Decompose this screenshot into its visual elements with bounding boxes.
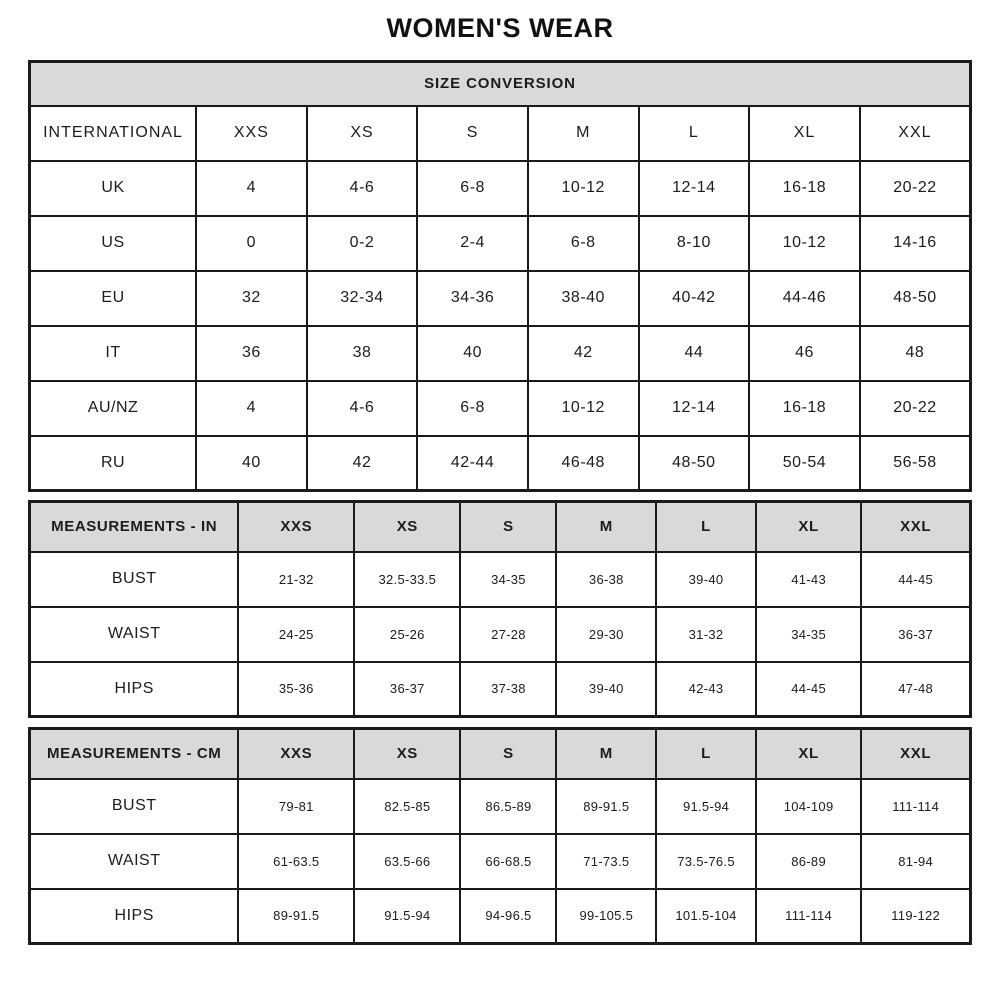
size-conversion-table — [28, 60, 972, 492]
table-cell: 27-28 — [460, 607, 556, 662]
table-cell: 0-2 — [307, 216, 418, 271]
table-cell: 46-48 — [528, 436, 639, 491]
size-column-header: M — [556, 502, 656, 552]
table-row — [30, 834, 971, 889]
size-column-header: L — [639, 106, 750, 161]
table-cell: 37-38 — [460, 662, 556, 717]
table-cell: 40 — [417, 326, 528, 381]
table-cell: 50-54 — [749, 436, 860, 491]
table-title: SIZE CONVERSION — [30, 62, 971, 106]
table-row — [30, 779, 971, 834]
table-cell: 47-48 — [861, 662, 970, 717]
table-cell: 36-37 — [354, 662, 460, 717]
table-cell: 24-25 — [238, 607, 354, 662]
table-cell: 104-109 — [756, 779, 861, 834]
column-header-row — [30, 502, 971, 552]
table-cell: 42-44 — [417, 436, 528, 491]
table-cell: 71-73.5 — [556, 834, 656, 889]
size-column-header: XXL — [861, 729, 970, 779]
table-cell: 63.5-66 — [354, 834, 460, 889]
table-cell: 36 — [196, 326, 307, 381]
row-label: RU — [30, 436, 197, 491]
size-column-header: M — [528, 106, 639, 161]
table-row — [30, 436, 971, 491]
row-label: IT — [30, 326, 197, 381]
table-row — [30, 552, 971, 607]
table-cell: 34-36 — [417, 271, 528, 326]
table-cell: 14-16 — [860, 216, 971, 271]
table-cell: 99-105.5 — [556, 889, 656, 944]
size-column-header: XS — [354, 729, 460, 779]
measurements-in-body — [30, 552, 971, 717]
table-cell: 4 — [196, 381, 307, 436]
table-cell: 56-58 — [860, 436, 971, 491]
table-cell: 48 — [860, 326, 971, 381]
size-column-header: S — [460, 502, 556, 552]
table-cell: 32.5-33.5 — [354, 552, 460, 607]
row-label: BUST — [30, 779, 239, 834]
row-label: UK — [30, 161, 197, 216]
table-cell: 36-38 — [556, 552, 656, 607]
table-cell: 16-18 — [749, 381, 860, 436]
table-cell: 25-26 — [354, 607, 460, 662]
size-column-header: S — [417, 106, 528, 161]
corner-header-label: INTERNATIONAL — [30, 106, 197, 161]
table-cell: 119-122 — [861, 889, 970, 944]
table-cell: 39-40 — [656, 552, 756, 607]
table-row — [30, 607, 971, 662]
table-row — [30, 161, 971, 216]
table-cell: 86-89 — [756, 834, 861, 889]
table-cell: 20-22 — [860, 161, 971, 216]
table-cell: 91.5-94 — [656, 779, 756, 834]
table-cell: 32-34 — [307, 271, 418, 326]
row-label: WAIST — [30, 607, 239, 662]
size-column-header: XXL — [861, 502, 970, 552]
size-conversion-body — [30, 161, 971, 491]
table-cell: 40 — [196, 436, 307, 491]
row-label: AU/NZ — [30, 381, 197, 436]
table-cell: 6-8 — [417, 381, 528, 436]
table-cell: 4-6 — [307, 381, 418, 436]
size-column-header: L — [656, 729, 756, 779]
row-label: HIPS — [30, 889, 239, 944]
table-cell: 86.5-89 — [460, 779, 556, 834]
table-cell: 38-40 — [528, 271, 639, 326]
size-column-header: XL — [749, 106, 860, 161]
table-cell: 16-18 — [749, 161, 860, 216]
table-cell: 41-43 — [756, 552, 861, 607]
table-cell: 42 — [528, 326, 639, 381]
measurements-cm-table — [28, 727, 972, 945]
row-label: BUST — [30, 552, 239, 607]
column-header-row — [30, 729, 971, 779]
table-cell: 82.5-85 — [354, 779, 460, 834]
size-column-header: M — [556, 729, 656, 779]
table-cell: 94-96.5 — [460, 889, 556, 944]
table-cell: 34-35 — [756, 607, 861, 662]
size-column-header: XXS — [238, 502, 354, 552]
table-cell: 66-68.5 — [460, 834, 556, 889]
table-cell: 89-91.5 — [556, 779, 656, 834]
table-cell: 79-81 — [238, 779, 354, 834]
table-cell: 21-32 — [238, 552, 354, 607]
table-cell: 61-63.5 — [238, 834, 354, 889]
table-cell: 6-8 — [417, 161, 528, 216]
table-cell: 81-94 — [861, 834, 970, 889]
table-cell: 38 — [307, 326, 418, 381]
table-cell: 10-12 — [528, 381, 639, 436]
table-cell: 111-114 — [861, 779, 970, 834]
table-cell: 91.5-94 — [354, 889, 460, 944]
size-column-header: XXS — [196, 106, 307, 161]
table-cell: 73.5-76.5 — [656, 834, 756, 889]
table-cell: 4 — [196, 161, 307, 216]
table-cell: 20-22 — [860, 381, 971, 436]
table-cell: 44-46 — [749, 271, 860, 326]
measurements-cm-body — [30, 779, 971, 944]
row-label: WAIST — [30, 834, 239, 889]
row-label: US — [30, 216, 197, 271]
corner-header-label: MEASUREMENTS - CM — [30, 729, 239, 779]
table-cell: 42-43 — [656, 662, 756, 717]
table-row — [30, 271, 971, 326]
table-row — [30, 216, 971, 271]
column-header-row — [30, 106, 971, 161]
table-cell: 35-36 — [238, 662, 354, 717]
table-cell: 46 — [749, 326, 860, 381]
table-cell: 6-8 — [528, 216, 639, 271]
table-row — [30, 889, 971, 944]
table-cell: 10-12 — [528, 161, 639, 216]
table-cell: 34-35 — [460, 552, 556, 607]
table-cell: 111-114 — [756, 889, 861, 944]
table-cell: 2-4 — [417, 216, 528, 271]
size-column-header: XL — [756, 729, 861, 779]
table-cell: 4-6 — [307, 161, 418, 216]
table-cell: 36-37 — [861, 607, 970, 662]
table-cell: 29-30 — [556, 607, 656, 662]
table-cell: 31-32 — [656, 607, 756, 662]
table-row — [30, 381, 971, 436]
size-column-header: XS — [307, 106, 418, 161]
table-cell: 42 — [307, 436, 418, 491]
size-column-header: S — [460, 729, 556, 779]
table-row — [30, 326, 971, 381]
table-title-row — [30, 62, 971, 106]
table-cell: 10-12 — [749, 216, 860, 271]
table-cell: 12-14 — [639, 381, 750, 436]
corner-header-label: MEASUREMENTS - IN — [30, 502, 239, 552]
table-cell: 44-45 — [756, 662, 861, 717]
size-column-header: XL — [756, 502, 861, 552]
table-cell: 48-50 — [860, 271, 971, 326]
size-column-header: XXL — [860, 106, 971, 161]
table-cell: 89-91.5 — [238, 889, 354, 944]
table-cell: 48-50 — [639, 436, 750, 491]
size-column-header: XXS — [238, 729, 354, 779]
page-title: WOMEN'S WEAR — [386, 13, 614, 43]
table-cell: 40-42 — [639, 271, 750, 326]
row-label: EU — [30, 271, 197, 326]
measurements-in-table — [28, 500, 972, 718]
table-cell: 32 — [196, 271, 307, 326]
row-label: HIPS — [30, 662, 239, 717]
table-cell: 39-40 — [556, 662, 656, 717]
table-cell: 8-10 — [639, 216, 750, 271]
size-column-header: XS — [354, 502, 460, 552]
size-column-header: L — [656, 502, 756, 552]
table-cell: 101.5-104 — [656, 889, 756, 944]
table-cell: 0 — [196, 216, 307, 271]
table-cell: 44 — [639, 326, 750, 381]
table-cell: 12-14 — [639, 161, 750, 216]
table-row — [30, 662, 971, 717]
table-cell: 44-45 — [861, 552, 970, 607]
